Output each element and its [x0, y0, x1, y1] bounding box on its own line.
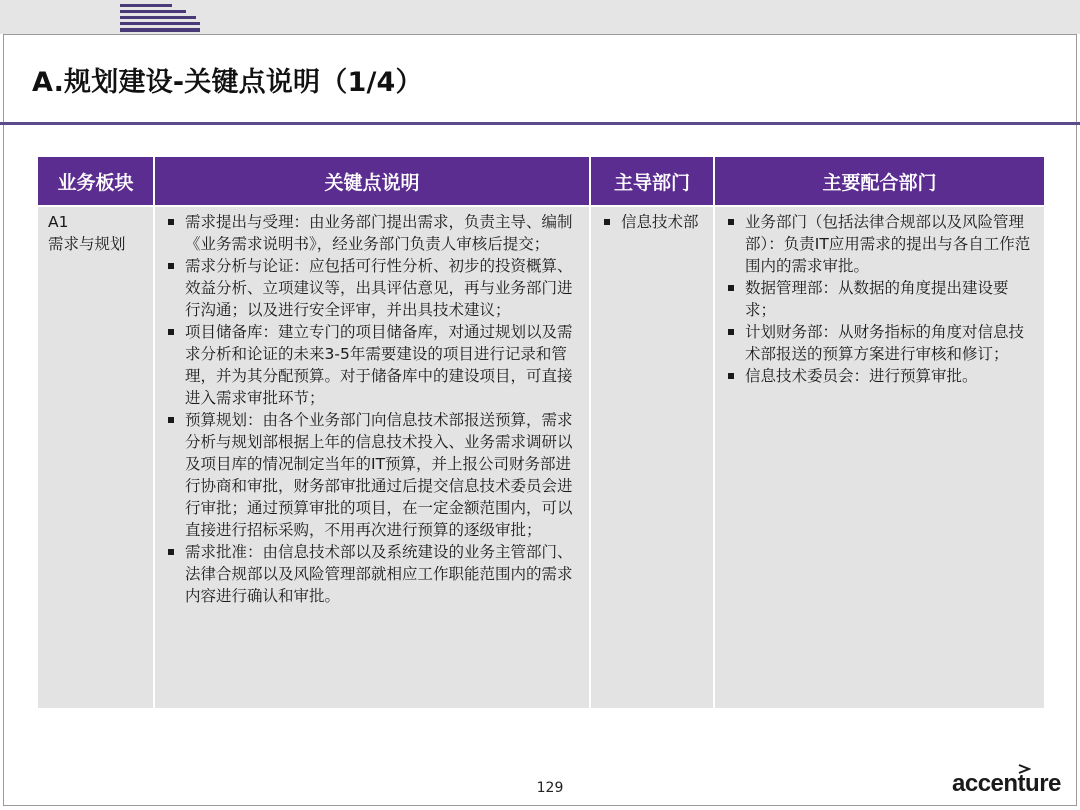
list-item: 需求批准：由信息技术部以及系统建设的业务主管部门、法律合规部以及风险管理部就相应工作职能范围内的需求内容进行确认和审批。 — [165, 541, 581, 607]
list-item: 计划财务部：从财务指标的角度对信息技术部报送的预算方案进行审核和修订； — [725, 321, 1036, 365]
column-header-segment: 业务板块 — [38, 157, 153, 205]
stripes-logo-icon — [0, 0, 200, 34]
list-item: 信息技术部 — [601, 211, 705, 233]
table-header — [38, 157, 1044, 205]
supporting-departments-cell — [715, 207, 1044, 708]
list-item: 预算规划：由各个业务部门向信息技术部报送预算，需求分析与规划部根据上年的信息技术投入、业务需求调研以及项目库的情况制定当年的IT预算，并上报公司财务部进行协商和审批，财务部审批通过后提交信息技术委员会进行审批；通过预算审批的项目，在一定金额范围内，可以直接进行招标采购，不用再次进行预算的逐级审批； — [165, 409, 581, 541]
list-item: 需求分析与论证：应包括可行性分析、初步的投资概算、效益分析、立项建议等，出具评估意见，再与业务部门进行沟通；以及进行安全评审，并出具技术建议； — [165, 255, 581, 321]
key-points-table — [38, 157, 1044, 708]
supporting-departments-list — [725, 211, 1036, 387]
page-title: A.规划建设-关键点说明（1/4） — [32, 67, 423, 98]
page-number: 129 — [536, 780, 564, 796]
lead-department-cell — [591, 207, 713, 708]
top-bar — [0, 0, 1080, 34]
table-row — [38, 207, 1044, 708]
segment-code: A1 — [48, 213, 69, 231]
list-item: 项目储备库：建立专门的项目储备库，对通过规划以及需求分析和论证的未来3-5年需要建设的项目进行记录和管理，并为其分配预算。对于储备库中的建设项目，可直接进入需求审批环节； — [165, 321, 581, 409]
key-points-list — [165, 211, 581, 607]
list-item: 业务部门（包括法律合规部以及风险管理部）：负责IT应用需求的提出与各自工作范围内的需求审批。 — [725, 211, 1036, 277]
list-item: 数据管理部：从数据的角度提出建设要求； — [725, 277, 1036, 321]
column-header-supporting-departments: 主要配合部门 — [715, 157, 1044, 205]
brand-logo: accenture — [952, 770, 1061, 797]
title-divider — [0, 122, 1080, 125]
list-item: 需求提出与受理：由业务部门提出需求，负责主导、编制《业务需求说明书》，经业务部门负责人审核后提交； — [165, 211, 581, 255]
lead-department-list — [601, 211, 705, 233]
list-item: 信息技术委员会：进行预算审批。 — [725, 365, 1036, 387]
key-points-cell — [155, 207, 589, 708]
column-header-lead-department: 主导部门 — [591, 157, 713, 205]
segment-cell — [38, 207, 153, 708]
column-header-key-points: 关键点说明 — [155, 157, 589, 205]
segment-name: 需求与规划 — [48, 235, 126, 253]
